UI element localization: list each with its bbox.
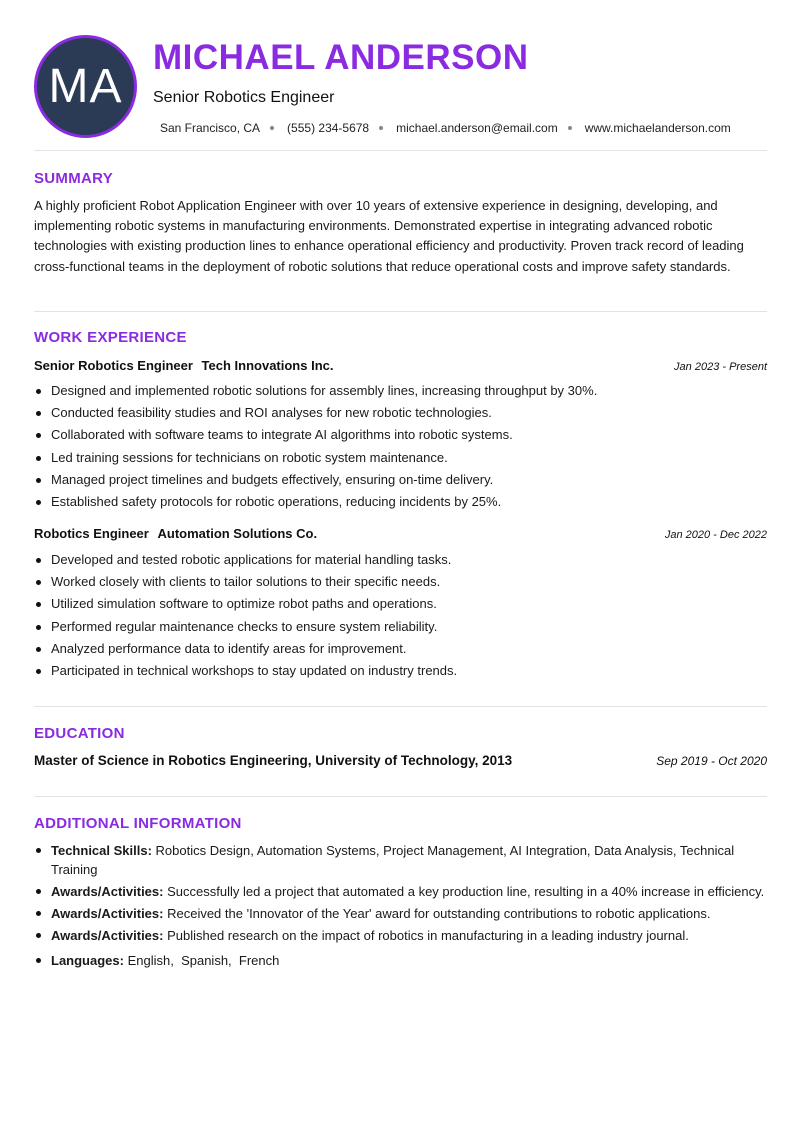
- job-role: Robotics Engineer: [34, 526, 149, 541]
- bullet-item: Utilized simulation software to optimize robot paths and operations.: [34, 593, 767, 615]
- separator-dot: [270, 126, 274, 130]
- info-label: Awards/Activities:: [51, 884, 164, 899]
- bullet-item: Worked closely with clients to tailor solutions to their specific needs.: [34, 571, 767, 593]
- separator-dot: [379, 126, 383, 130]
- additional-list: [34, 841, 767, 973]
- education-dates: Sep 2019 - Oct 2020: [656, 754, 767, 768]
- contact-phone: (555) 234-5678: [287, 121, 370, 135]
- info-item: [34, 882, 767, 901]
- info-label: Technical Skills:: [51, 843, 152, 858]
- job-dates: Jan 2020 - Dec 2022: [664, 529, 767, 541]
- job-dates: Jan 2023 - Present: [674, 361, 767, 373]
- info-item: [34, 841, 767, 879]
- info-text: English, Spanish, French: [127, 953, 280, 968]
- info-label: Awards/Activities:: [51, 906, 164, 921]
- bullet-item: Managed project timelines and budgets effectively, ensuring on-time delivery.: [34, 469, 767, 491]
- separator-dot: [568, 126, 572, 130]
- job-company: Automation Solutions Co.: [157, 526, 318, 541]
- info-text: Successfully led a project that automated a key production line, resulting in a 40% increase in efficiency.: [167, 884, 765, 899]
- bullet-item: Developed and tested robotic applications for material handling tasks.: [34, 549, 767, 571]
- additional-heading: ADDITIONAL INFORMATION: [34, 815, 242, 832]
- education-degree: Master of Science in Robotics Engineering, University of Technology, 2013: [34, 753, 513, 768]
- job-header: [34, 526, 767, 541]
- bullet-item: Analyzed performance data to identify areas for improvement.: [34, 638, 767, 660]
- contact-bar: [160, 121, 731, 135]
- divider: [34, 311, 767, 312]
- summary-heading: SUMMARY: [34, 170, 114, 187]
- divider: [34, 706, 767, 707]
- bullet-item: Participated in technical workshops to stay updated on industry trends.: [34, 660, 767, 682]
- info-text: Received the 'Innovator of the Year' award for outstanding contributions to robotic applications.: [167, 906, 711, 921]
- avatar-initials: MA: [48, 60, 123, 113]
- education-entry: [34, 753, 767, 768]
- candidate-name: MICHAEL ANDERSON: [153, 38, 529, 77]
- summary-text: A highly proficient Robot Application Engineer with over 10 years of extensive experience in designing, developing, and implementing robotic systems in manufacturing environments. Demonstrated expertise in integrating advanced robotic technologies with existing production lines to enhance operational efficiency and productivity. Proven track record of leading cross-functional teams in the deployment of robotic solutions that reduce operational costs and improve safety standards.: [34, 198, 744, 274]
- education-heading: EDUCATION: [34, 725, 125, 742]
- info-text: Published research on the impact of robotics in manufacturing in a leading industry journal.: [167, 928, 689, 943]
- info-label: Awards/Activities:: [51, 928, 164, 943]
- bullet-item: Led training sessions for technicians on robotic system maintenance.: [34, 447, 767, 469]
- job-bullets: [34, 380, 767, 513]
- bullet-item: Collaborated with software teams to integrate AI algorithms into robotic systems.: [34, 424, 767, 446]
- contact-website[interactable]: www.michaelanderson.com: [584, 121, 731, 135]
- job-role: Senior Robotics Engineer: [34, 358, 193, 373]
- bullet-item: Performed regular maintenance checks to ensure system reliability.: [34, 616, 767, 638]
- info-item: [34, 904, 767, 923]
- bullet-item: Conducted feasibility studies and ROI analyses for new robotic technologies.: [34, 402, 767, 424]
- contact-location: San Francisco, CA: [160, 121, 261, 135]
- job-header: [34, 358, 767, 373]
- info-item: [34, 951, 767, 970]
- job-company: Tech Innovations Inc.: [201, 358, 334, 373]
- job-title: Senior Robotics Engineer: [153, 89, 335, 106]
- job-title-line: [34, 358, 334, 373]
- bullet-item: Established safety protocols for robotic operations, reducing incidents by 25%.: [34, 491, 767, 513]
- info-item: [34, 926, 767, 945]
- bullet-item: Designed and implemented robotic solutions for assembly lines, increasing throughput by 30%.: [34, 380, 767, 402]
- info-text: Robotics Design, Automation Systems, Project Management, AI Integration, Data Analysis, Technical Training: [51, 843, 735, 877]
- divider: [34, 150, 767, 151]
- info-label: Languages:: [51, 953, 124, 968]
- avatar: [34, 35, 137, 138]
- job-bullets: [34, 549, 767, 682]
- experience-heading: WORK EXPERIENCE: [34, 329, 187, 346]
- divider: [34, 796, 767, 797]
- contact-email[interactable]: michael.anderson@email.com: [396, 121, 558, 135]
- job-title-line: [34, 526, 317, 541]
